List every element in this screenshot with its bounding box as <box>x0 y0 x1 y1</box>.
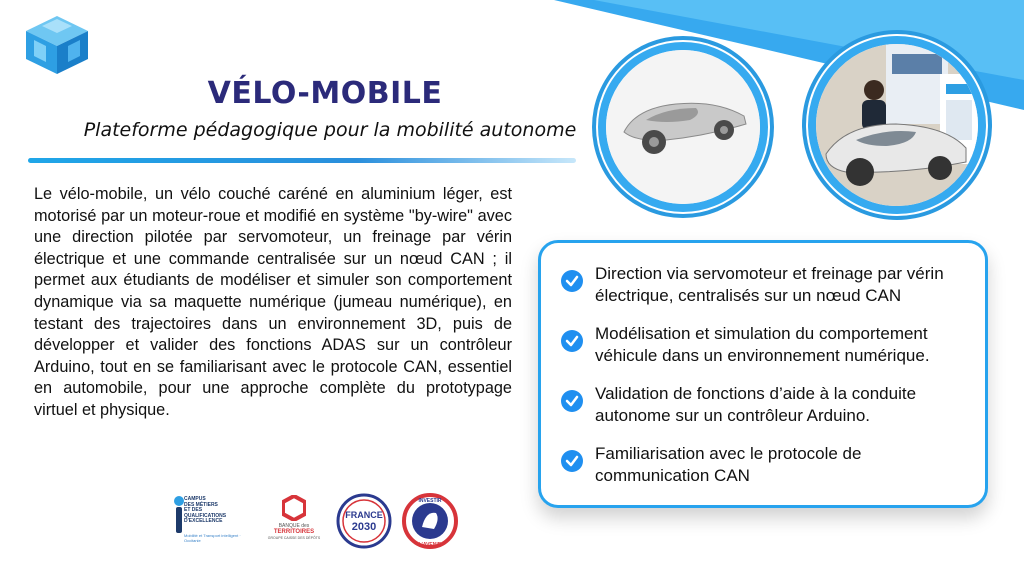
banque-text-2: TERRITOIRES <box>273 529 315 535</box>
check-circle-icon <box>561 450 583 472</box>
check-circle-icon <box>561 330 583 352</box>
france-2030-logo <box>336 493 392 549</box>
check-circle-icon <box>561 270 583 292</box>
banque-text-1: BANQUE des <box>278 523 310 529</box>
banque-territoires-logo <box>262 493 326 549</box>
velomobile-3d-model-photo <box>598 42 768 212</box>
campus-text-1: CAMPUS <box>184 496 206 502</box>
description-paragraph: Le vélo-mobile, un vélo couché caréné en aluminium léger, est motorisé par un moteur-roue et modifié en système "by-wire" avec une direction pilotée par servomoteur, un freinage par vérin électrique et une commande centralisée sur un nœud CAN ; il permet aux étudiants de modéliser et simuler son comportement dynamique via sa maquette numérique (jumeau numérique), en testant des trajectoires dans un environnement 3D, puis de développer et valider des fonctions ADAS sur un contrôleur Arduino, tout en se familiarisant avec le protocole CAN, essentiel en automobile, pour une approche complète du prototypage virtuel et physique. <box>34 185 512 419</box>
cube-logo-icon <box>22 14 92 76</box>
invest-text-2: L'AVENIR <box>418 542 442 548</box>
campus-logo <box>172 493 252 549</box>
page-title: VÉLO-MOBILE <box>207 76 443 111</box>
banque-text-3: GROUPE CAISSE DES DÉPÔTS <box>267 536 321 540</box>
feature-item <box>561 263 961 307</box>
velomobile-render-image <box>606 50 760 204</box>
invest-text-1: INVESTIR <box>418 498 442 504</box>
page-subtitle: Plateforme pédagogique pour la mobilité autonome <box>83 119 577 141</box>
campus-text-3: ET DES <box>184 507 203 514</box>
feature-item <box>561 383 961 427</box>
features-card <box>538 240 988 508</box>
campus-text-2: DES MÉTIERS <box>184 501 218 508</box>
france2030-text-1: FRANCE <box>345 510 383 520</box>
hexagon-icon <box>282 495 306 521</box>
france2030-text-2: 2030 <box>351 521 377 533</box>
feature-item <box>561 443 961 487</box>
investir-avenir-logo <box>402 493 458 549</box>
feature-text: Modélisation et simulation du comportement véhicule dans un environnement numérique. <box>595 324 930 365</box>
velomobile-expo-photo <box>808 36 986 214</box>
feature-text: Validation de fonctions d’aide à la conduite autonome sur un contrôleur Arduino. <box>595 384 917 425</box>
feature-text: Direction via servomoteur et freinage par vérin électrique, centralisés sur un nœud CAN <box>595 264 944 305</box>
title-underline <box>28 158 576 163</box>
expo-stand-image <box>816 44 978 206</box>
campus-text-5: D'EXCELLENCE <box>184 518 223 525</box>
partner-logos <box>172 492 458 550</box>
campus-text-4: QUALIFICATIONS <box>184 512 227 519</box>
feature-item <box>561 323 961 367</box>
check-circle-icon <box>561 390 583 412</box>
campus-subtitle: Mobilité et Transport intelligent · Occitanie <box>184 533 241 543</box>
feature-text: Familiarisation avec le protocole de communication CAN <box>595 444 862 485</box>
